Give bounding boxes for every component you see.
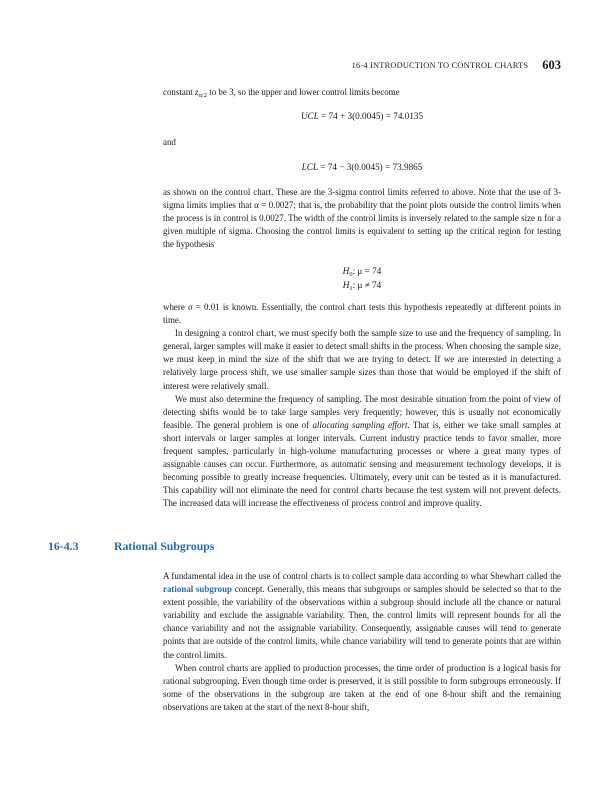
z-symbol: z (195, 87, 199, 97)
h0-label: H (342, 266, 350, 276)
h1-text: : μ ≠ 74 (352, 280, 382, 290)
running-head (200, 56, 561, 74)
running-title: 16-4 INTRODUCTION TO CONTROL CHARTS (351, 61, 529, 70)
section-title: Rational Subgroups (114, 539, 215, 553)
h0-text: : μ = 74 (352, 266, 382, 276)
h1-label: H (342, 280, 350, 290)
paragraph-block (163, 301, 561, 511)
paragraph-time-order: When control charts are applied to production processes, the time order of production is a logical basis for rational subgrouping. Even though time order is preserved, it is still possible to form subgroups erroneously. If some of the observations in the subgroup are taken at the end of one 8-hour shift and the remaining observations are taken at the start of the next 8-hour shift, (163, 662, 561, 712)
paragraph-known-sigma: where σ = 0.01 is known. Essentially, the control chart tests this hypothesis repeatedly at different points in time. (163, 302, 561, 326)
and-connector: and (163, 137, 176, 147)
ucl-equation (163, 110, 561, 123)
lcl-equation (163, 161, 561, 174)
intro-pre: constant (163, 87, 196, 97)
paragraph-sample-size: In designing a control chart, we must specify both the sample size to use and the frequency of sampling. In general, larger samples will make it easier to detect small shifts in the process. When choosing the sample size, we must keep in mind the size of the shift that we are trying to detect. If we are interested in detecting a relatively large process shift, we use smaller sample sizes than those that would be employed if the shift of interest were relatively small. (163, 328, 561, 391)
lcl-label: LCL (301, 162, 318, 172)
z-subscript: α/2 (198, 92, 207, 99)
paragraph-sampling-frequency: We must also determine the frequency of sampling. The most desirable situation from the point of view of detecting shifts would be to take large samples very frequently; however, this is usually not economically feasible. The general problem is one of allocating sampling effort. That is, either we take small samples at short intervals or larger samples at longer intervals. Current industry practice tends to favor smaller, more frequent samples, particularly in high-volume manufacturing processes or where a great many types of assignable causes can occur. Furthermore, as automatic sensing and measurement technology develops, it is becoming possible to greatly increase frequencies. Ultimately, every unit can be tested as it is manufactured. This capability will not eliminate the need for control charts because the test system will not prevent defects. The increased data will increase the effectiveness of process control and improve quality. (163, 393, 562, 509)
ucl-rhs: = 74 + 3(0.0045) = 74.0135 (318, 111, 424, 121)
section-heading (48, 539, 214, 554)
section-number: 16-4.3 (48, 539, 79, 553)
paragraph-rational-subgroup: A fundamental idea in the use of control charts is to collect sample data according to what Shewhart called the rational subgroup concept. Generally, this means that subgroups or samples should be selected so that to the extent possible, the variability of the observations within a subgroup should include all the chance or natural variability and exclude the assignable variability. Then, the control limits will represent bounds for all the chance variability and not the assignable variability. Consequently, assignable causes will tend to generate points that are outside of the control limits, while chance variability will tend to generate points that are within the control limits. (163, 571, 562, 660)
emphasis-allocating-sampling-effort: allocating sampling effort (312, 419, 408, 430)
h1-subscript: 1 (349, 285, 353, 292)
paragraph-3-sigma-limits: as shown on the control chart. These are the 3-sigma control limits referred to above. Note that the use of 3-sigma limits implies that α = 0.0027; that is, the probability that the point plots outside the control limits when the process is in control is 0.0027. The width of the control limits is inversely related to the sample size n for a given multiple of sigma. Choosing the control limits is equivalent to setting up the critical region for testing the hypothesis (163, 187, 561, 250)
lcl-rhs: = 74 − 3(0.0045) = 73.9865 (318, 162, 423, 172)
rational-subgroup-block (163, 570, 561, 714)
page-number: 603 (542, 58, 561, 72)
intro-post: to be 3, so the upper and lower control limits become (206, 87, 400, 97)
h0-subscript: 0 (349, 271, 353, 278)
ucl-label: UCL (300, 111, 319, 121)
intro-line (163, 86, 561, 102)
hypothesis-h1 (163, 279, 561, 295)
keyterm-rational-subgroup: rational subgroup (163, 584, 233, 595)
